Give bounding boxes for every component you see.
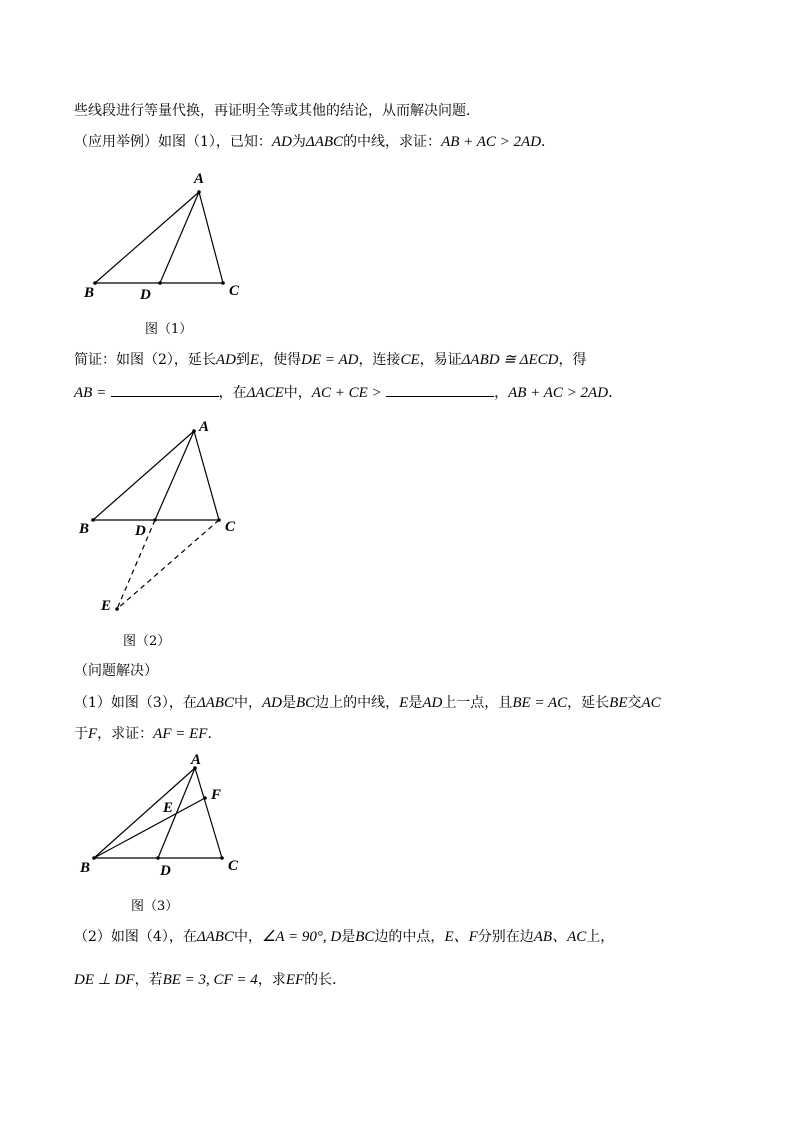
text-span: 是 xyxy=(341,929,356,945)
fig1-label-b: B xyxy=(84,285,95,301)
fig3-label-c: C xyxy=(228,858,239,874)
problem-2-line-1 xyxy=(74,928,614,946)
text-span: 交 xyxy=(627,695,642,711)
math-span: ΔABC xyxy=(196,695,234,711)
text-span: ． xyxy=(541,134,556,150)
text-span: ，求证： xyxy=(97,726,154,742)
fig3-label-a: A xyxy=(191,752,202,768)
math-span: E xyxy=(249,352,260,368)
fig3-point-d xyxy=(156,856,160,860)
math-span: AD xyxy=(422,695,443,711)
fig3-label-f: F xyxy=(211,787,222,803)
text-span: 边的中点， xyxy=(374,929,445,945)
math-span: AC + CE > xyxy=(311,385,382,401)
math-span: BC xyxy=(295,695,316,711)
text-span: 边上的中线， xyxy=(315,695,400,711)
text-span: ． xyxy=(207,726,222,742)
math-span: E xyxy=(399,695,409,711)
math-span: AB、AC xyxy=(533,929,587,945)
math-span: ΔABC xyxy=(305,134,344,150)
math-span: EF xyxy=(285,972,305,988)
text-span: 中， xyxy=(283,385,312,401)
text-span: 到 xyxy=(235,352,250,368)
fig1-label-d: D xyxy=(140,287,151,303)
fig3-segment-bf xyxy=(94,798,205,858)
math-span: E、F xyxy=(444,929,478,945)
text-span: 分别在边 xyxy=(477,929,534,945)
fig3-segment-ab xyxy=(94,768,195,858)
math-span: ΔABD ≅ ΔECD xyxy=(461,352,559,368)
fig3-point-f xyxy=(203,796,207,800)
math-span: AD xyxy=(215,352,236,368)
text-span: ，连接 xyxy=(358,352,401,368)
math-span: BC xyxy=(355,929,375,945)
text-span: 的长． xyxy=(304,972,347,988)
fig3-segment-ac xyxy=(195,768,222,858)
math-span: DE = AD xyxy=(301,352,359,368)
text-span: 中， xyxy=(233,929,262,945)
math-span: AB = xyxy=(74,385,107,401)
fig3-label-b: B xyxy=(80,860,91,876)
fig2-label-a: A xyxy=(199,419,210,435)
fig3-caption: 图（3） xyxy=(131,899,179,914)
text-span: （1）如图（3），在 xyxy=(74,695,197,711)
problem-2-line-2 xyxy=(74,971,346,989)
text-span: 于 xyxy=(74,726,88,742)
text-span: ，求 xyxy=(257,972,286,988)
math-span: BE xyxy=(609,695,628,711)
math-span: ∠A = 90°, D xyxy=(261,929,342,945)
math-span: BE = 3, CF = 4 xyxy=(162,972,258,988)
text-span: 是 xyxy=(281,695,296,711)
fig2-label-c: C xyxy=(225,519,236,535)
text-line-1: 些线段进行等量代换，再证明全等或其他的结论，从而解决问题． xyxy=(74,103,480,119)
text-span: ，若 xyxy=(134,972,163,988)
fig3-point-c xyxy=(220,856,224,860)
text-span: 为 xyxy=(291,134,306,150)
text-span: ． xyxy=(608,385,623,401)
fig2-label-b: B xyxy=(79,521,90,537)
fig1-label-c: C xyxy=(229,283,240,299)
text-span: 上， xyxy=(586,929,615,945)
text-span: ， xyxy=(494,385,509,401)
text-span: （2）如图（4），在 xyxy=(74,929,197,945)
text-span: 简证：如图（2），延长 xyxy=(74,352,216,368)
text-span: ，在 xyxy=(218,385,247,401)
math-span: F xyxy=(88,726,98,742)
math-span: AC xyxy=(641,695,661,711)
math-span: AD xyxy=(261,695,282,711)
math-span: ΔABC xyxy=(196,929,234,945)
math-span: AB + AC > 2AD xyxy=(441,134,542,150)
text-span: ，延长 xyxy=(567,695,610,711)
section-heading: （问题解决） xyxy=(74,663,158,679)
fig2-label-e: E xyxy=(101,598,112,614)
fig3-point-b xyxy=(92,856,96,860)
math-span: AF = EF xyxy=(153,726,208,742)
text-span: 上一点，且 xyxy=(442,695,513,711)
text-span: ，易证 xyxy=(419,352,462,368)
text-span: ，使得 xyxy=(259,352,302,368)
fig2-label-d: D xyxy=(135,523,146,539)
math-span: AD xyxy=(271,134,292,150)
fig1-label-a: A xyxy=(194,171,205,187)
math-span: ΔACE xyxy=(246,385,284,401)
text-span: ，得 xyxy=(558,352,587,368)
math-span: CE xyxy=(400,352,420,368)
fig1-caption: 图（1） xyxy=(145,322,193,337)
math-span: DE ⊥ DF xyxy=(74,972,135,988)
math-span: AB + AC > 2AD xyxy=(508,385,609,401)
text-span: 中， xyxy=(233,695,262,711)
text-span: （应用举例）如图（1），已知： xyxy=(74,134,272,150)
text-span: 是 xyxy=(408,695,423,711)
fig2-caption: 图（2） xyxy=(123,634,171,649)
text-span: 的中线，求证： xyxy=(343,134,442,150)
fig3-label-d: D xyxy=(160,863,171,879)
math-span: BE = AC xyxy=(512,695,568,711)
fig3-label-e: E xyxy=(163,800,174,816)
